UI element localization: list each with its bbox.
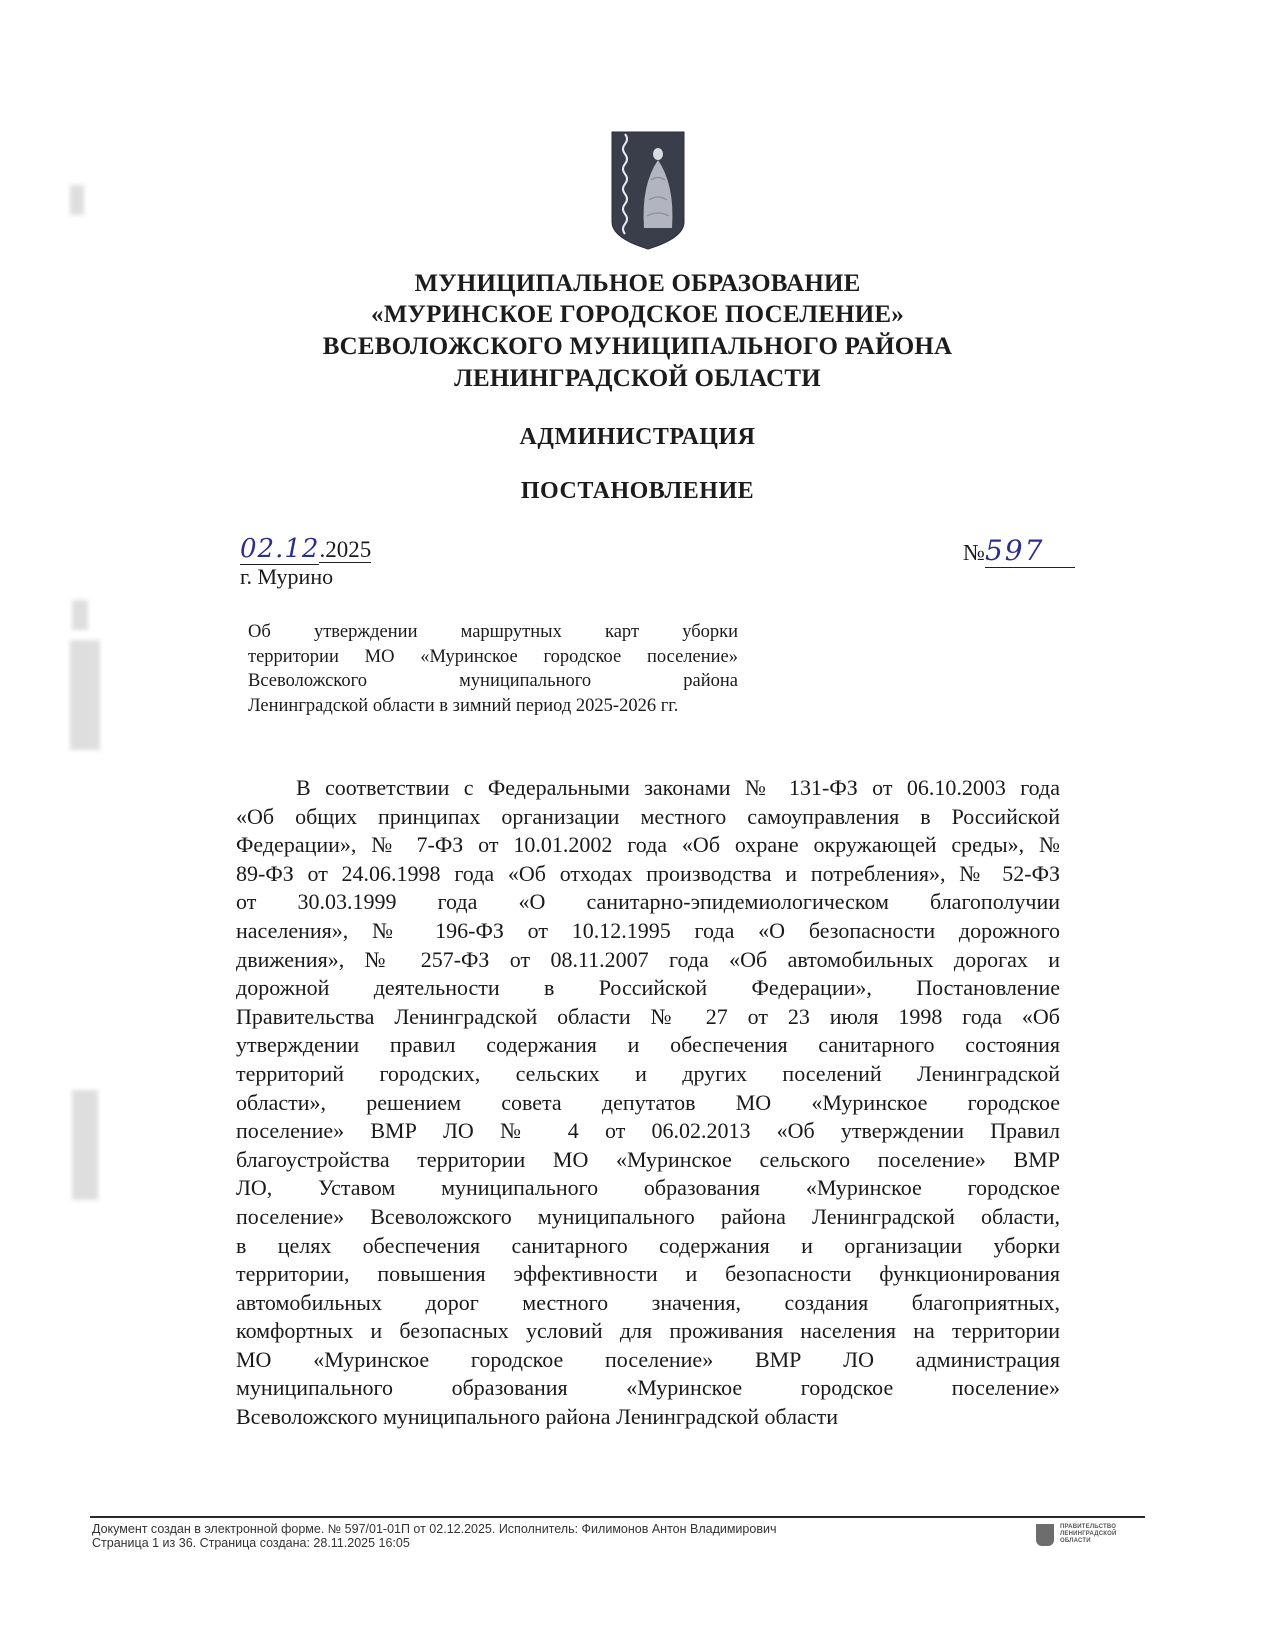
body-line: Всеволожского муниципального района Ленинградской области [236,1404,839,1430]
body-line: в целях обеспечения санитарного содержания и организации уборки [236,1232,1060,1258]
body-line: движения», № 257-ФЗ от 08.11.2007 года «Об автомобильных дорогах и [236,946,1060,972]
body-line: области», решением совета депутатов МО «Муринское городское [236,1089,1060,1115]
body-line: Правительства Ленинградской области № 27 от 23 июля 1998 года «Об [236,1003,1060,1029]
body-line: от 30.03.1999 года «О санитарно-эпидемиологическом благополучии [236,889,1060,915]
scan-artifact [72,1090,98,1200]
city: г. Мурино [240,564,334,589]
body-line: МО «Муринское городское поселение» ВМР ЛО администрация [236,1346,1060,1372]
subject-line: территории МО «Муринское городское поселение» [248,646,738,667]
body-line: благоустройства территории МО «Муринское сельского поселение» ВМР [236,1146,1060,1172]
header-line-4: ЛЕНИНГРАДСКОЙ ОБЛАСТИ [454,365,821,392]
body-line: «Об общих принципах организации местного самоуправления в Российской [236,803,1060,829]
subject-line: Всеволожского муниципального района [248,671,738,691]
body-line: В соответствии с Федеральными законами № 131-ФЗ от 06.10.2003 года [296,775,1060,800]
document-date [240,534,371,565]
murino-coat-of-arms-icon [611,130,685,250]
body-line: населения», № 196-ФЗ от 10.12.1995 года «О безопасности дорожного [236,917,1060,943]
scan-artifact [70,185,84,215]
subject-line: Ленинградской области в зимний период 2025-2026 гг. [248,695,679,716]
document-type: ПОСТАНОВЛЕНИЕ [520,478,755,504]
body-line: автомобильных дорог местного значения, создания благоприятных, [236,1289,1060,1315]
footer-divider [90,1516,1145,1518]
issuing-body: АДМИНИСТРАЦИЯ [519,424,756,450]
body-line: муниципального образования «Муринское городское поселение» [236,1375,1060,1401]
region-emblem-icon [1036,1524,1054,1546]
document-body [236,774,1060,1432]
body-line: дорожной деятельности в Российской Федерации», Постановление [236,975,1060,1001]
header-line-1: МУНИЦИПАЛЬНОЕ ОБРАЗОВАНИЕ [414,270,861,297]
document-number [963,534,1075,568]
footer-info [92,1522,776,1550]
body-line: ЛО, Уставом муниципального образования «Муринское городское [236,1175,1060,1201]
logo-text-line: ЛЕНИНГРАДСКОЙ [1060,1531,1117,1537]
body-line: территорий городских, сельских и других поселений Ленинградской [236,1060,1060,1086]
document-subject [248,620,738,718]
handwritten-date: 02.12 [240,534,320,564]
scan-artifact [72,600,88,630]
header-line-2: «МУРИНСКОЕ ГОРОДСКОЕ ПОСЕЛЕНИЕ» [371,301,904,328]
logo-text-line: ПРАВИТЕЛЬСТВО [1060,1524,1117,1530]
body-line: комфортных и безопасных условий для проживания населения на территории [236,1318,1060,1344]
footer-page-info: Страница 1 из 36. Страница создана: 28.11.2025 16:05 [92,1536,410,1550]
footer-document-info: Документ создан в электронной форме. № 597/01-01П от 02.12.2025. Исполнитель: Филимонов Антон Владимирович [92,1522,777,1536]
subject-line: Об утверждении маршрутных карт уборки [248,622,738,642]
number-sign: № [963,540,985,565]
body-line: Федерации», № 7-ФЗ от 10.01.2002 года «Об охране окружающей среды», № [236,832,1060,858]
leningrad-region-government-logo-icon [1036,1524,1146,1560]
body-line: 89-ФЗ от 24.06.1998 года «Об отходах производства и потребления», № 52-ФЗ [236,860,1060,886]
body-line: поселение» Всеволожского муниципального района Ленинградской области, [236,1203,1060,1229]
body-line: утверждении правил содержания и обеспечения санитарного состояния [236,1032,1060,1058]
printed-year: .2025 [319,537,372,562]
handwritten-number: 597 [985,534,1075,568]
body-line: территории, повышения эффективности и безопасности функционирования [236,1261,1060,1287]
header-line-3: ВСЕВОЛОЖСКОГО МУНИЦИПАЛЬНОГО РАЙОНА [322,333,953,360]
logo-text-line: ОБЛАСТИ [1060,1538,1091,1544]
body-line: поселение» ВМР ЛО № 4 от 06.02.2013 «Об утверждении Правил [236,1118,1060,1144]
government-logo-text [1060,1524,1116,1545]
scan-artifact [70,640,100,750]
